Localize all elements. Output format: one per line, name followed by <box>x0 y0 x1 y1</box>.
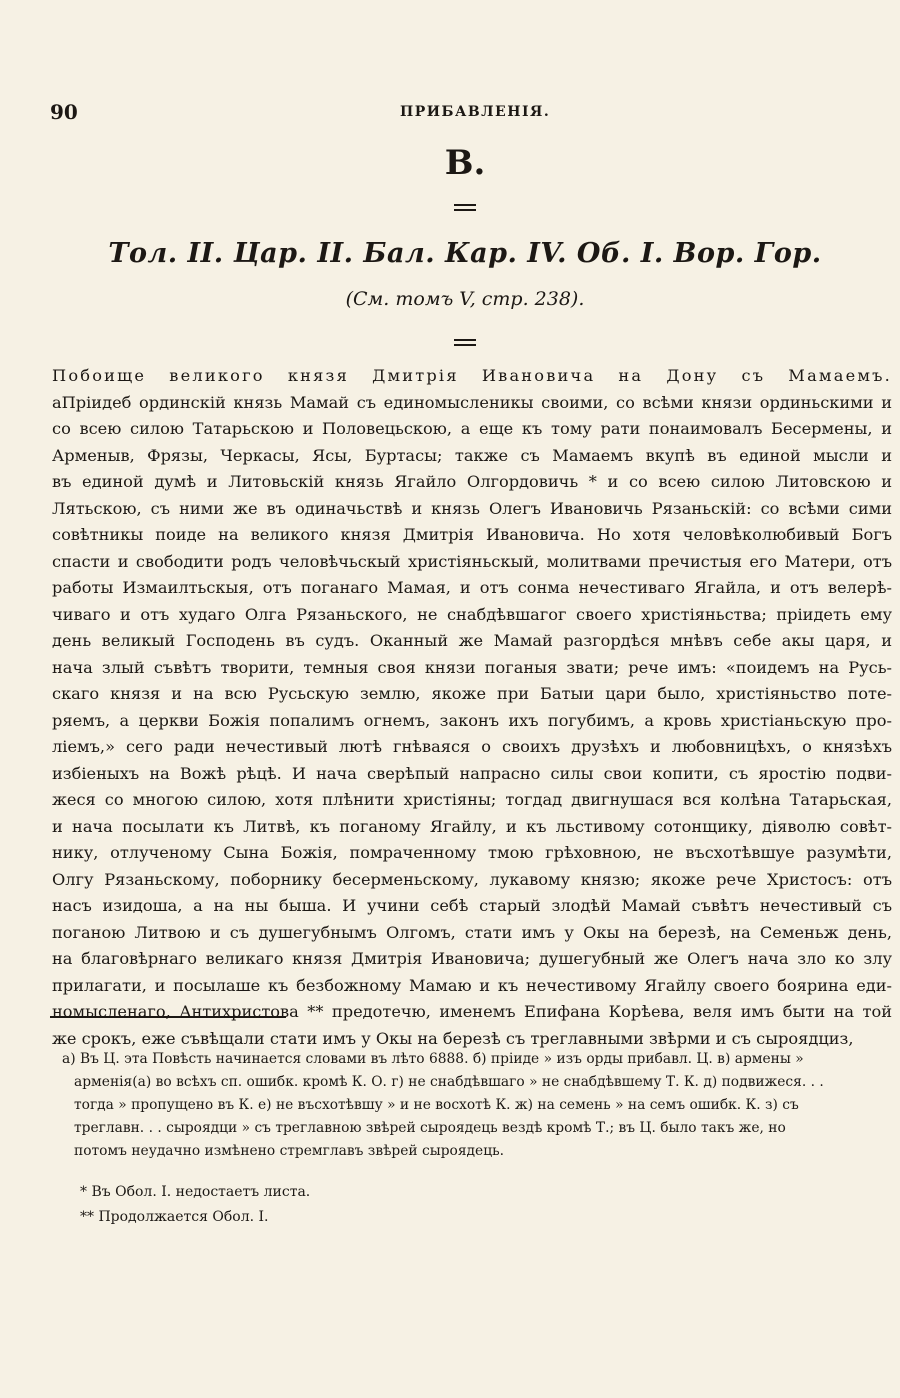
star-footnotes <box>80 1180 310 1230</box>
page-number: 90 <box>50 100 78 124</box>
text-line: насъ изидоша, а на ны быша. И учини себѣ старый злодѣй Мамай съвѣтъ нечестивый съ <box>52 896 892 915</box>
double-rule-top <box>454 204 476 211</box>
text-line: день великый Господень въ судъ. Оканный же Мамай разгордѣся мнѣвъ себе акы царя, и <box>52 631 892 650</box>
footnote-separator <box>50 1016 286 1018</box>
text-line: скаго князя и на всю Русьскую землю, якоже при Батыи цари было, христіяньство поте- <box>52 684 892 703</box>
footnote-line: а) Въ Ц. эта Повѣсть начинается словами въ лѣто 6888. б) пріиде » изъ орды прибавл. Ц. в) армены » <box>62 1051 804 1067</box>
text-line: спасти и свободити родъ человѣчьскый христіяньскый, молитвами пречистыя его Матери, отъ <box>52 551 892 571</box>
double-rule-bottom <box>454 339 476 346</box>
text-line: и нача посылати къ Литвѣ, къ поганому Ягайлу, и къ льстивому сотонщику, діяволю совѣт- <box>52 816 892 836</box>
text-line: ліемъ,» сего ради нечестивый лютѣ гнѣваяся о своихъ друзѣхъ и любовницѣхъ, о князѣхъ <box>52 737 892 756</box>
text-line: на благовѣрнаго великаго князя Дмитрія Ивановича; душегубный же Олегъ нача зло ко злу <box>52 949 892 968</box>
footnote-line: * Въ Обол. I. недостаетъ листа. <box>80 1184 311 1200</box>
text-line: Арменыв, Фрязы, Черкасы, Ясы, Буртасы; также съ Мамаемъ вкупѣ въ единой мысли и <box>52 445 892 465</box>
text-line: избіеныхъ на Вожѣ рѣцѣ. И нача сверѣпый напрасно силы свои копити, съ яростію подви- <box>52 763 892 783</box>
page-header <box>50 100 850 124</box>
section-letter: В. <box>444 143 486 183</box>
text-line: аПріидеб ординскій князь Мамай съ единомысленикы своими, со всѣми князи ординьскими и <box>52 392 892 412</box>
text-line: же срокъ, еже съвѣщали стати имъ у Окы на березѣ съ треглавными звѣрми и съ сыроядциз, <box>52 1028 854 1048</box>
text-line: Олгу Рязаньскому, поборнику бесерменьскому, лукавому князю; якоже рече Христосъ: отъ <box>52 869 892 889</box>
text-line: поганою Литвою и съ душегубнымъ Олгомъ, стати имъ у Окы на березѣ, на Семеньж день, <box>52 922 892 942</box>
text-line: со всею силою Татарьскою и Половецьскою, а еще къ тому рати понаимовалъ Бесермены, и <box>52 419 892 438</box>
main-text <box>52 363 892 1052</box>
running-head: ПРИБАВЛЕНІЯ. <box>400 104 551 120</box>
volume-reference: (См. томъ V, стр. 238). <box>345 288 585 310</box>
text-line: номысленаго, Антихристова ** предотечю, именемъ Епифана Корѣева, веля имъ быти на той <box>52 1002 892 1021</box>
footnote-line: тогда » пропущено въ К. е) не въсхотѣвшу » и не восхотѣ К. ж) на семень » на семъ ошибк. К. з) съ <box>74 1097 799 1113</box>
text-line: въ единой думѣ и Литовьскій князь Ягайло Олгордовичь * и со всею силою Литовскою и <box>52 472 892 491</box>
text-line: совѣтникы поиде на великого князя Дмитрія Ивановича. Но хотя человѣколюбивый Богъ <box>52 525 892 544</box>
text-line: Побоище великого князя Дмитрія Ивановича на Дону съ Мамаемъ. <box>52 366 892 385</box>
text-line: нача злый съвѣтъ творити, темныя своя князи поганыя звати; рече имъ: «поидемъ на Русь- <box>52 657 892 677</box>
text-line: прилагати, и посылаше къ безбожному Мамаю и къ нечестивому Ягайлу своего боярина еди- <box>52 975 892 995</box>
variant-footnotes <box>62 1048 884 1163</box>
footnote-line: ** Продолжается Обол. I. <box>80 1209 269 1225</box>
text-line: нику, отлученому Сына Божія, помраченному тмою грѣховною, не въсхотѣвшуе разумѣти, <box>52 843 892 862</box>
text-line: работы Измаилтьскыя, отъ поганаго Мамая, и отъ сонма нечестиваго Ягайла, и отъ велерѣ- <box>52 578 892 597</box>
footnote-line: треглавн. . . сыроядци » съ треглавною звѣрей сыроядець вездѣ кромѣ Т.; въ Ц. было такъ же, но <box>74 1120 786 1136</box>
footnote-line: потомъ неудачно измѣнено стремглавъ звѣрей сыроядець. <box>74 1143 504 1159</box>
text-line: чиваго и отъ худаго Олга Рязаньского, не снабдѣвшагог своего христіяньства; пріидеть ему <box>52 604 892 624</box>
manuscript-sources: Тол. II. Цар. II. Бал. Кар. IV. Об. I. Вор. Гор. <box>108 238 822 269</box>
text-line: ряемъ, а церкви Божія попалимъ огнемъ, законъ ихъ погубимъ, а кровь христіаньскую про- <box>52 710 892 730</box>
footnote-line: арменія(а) во всѣхъ сп. ошибк. кромѣ К. О. г) не снабдѣвшаго » не снабдѣвшему Т. К. д) подвижеся. . . <box>74 1074 824 1090</box>
text-line: Лятьскою, съ ними же въ одиначьствѣ и князь Олегъ Ивановичь Рязаньскій: со всѣми сими <box>52 498 892 518</box>
text-line: жеся со многою силою, хотя плѣнити христіяны; тогдад двигнушася вся колѣна Татарьская, <box>52 790 892 809</box>
